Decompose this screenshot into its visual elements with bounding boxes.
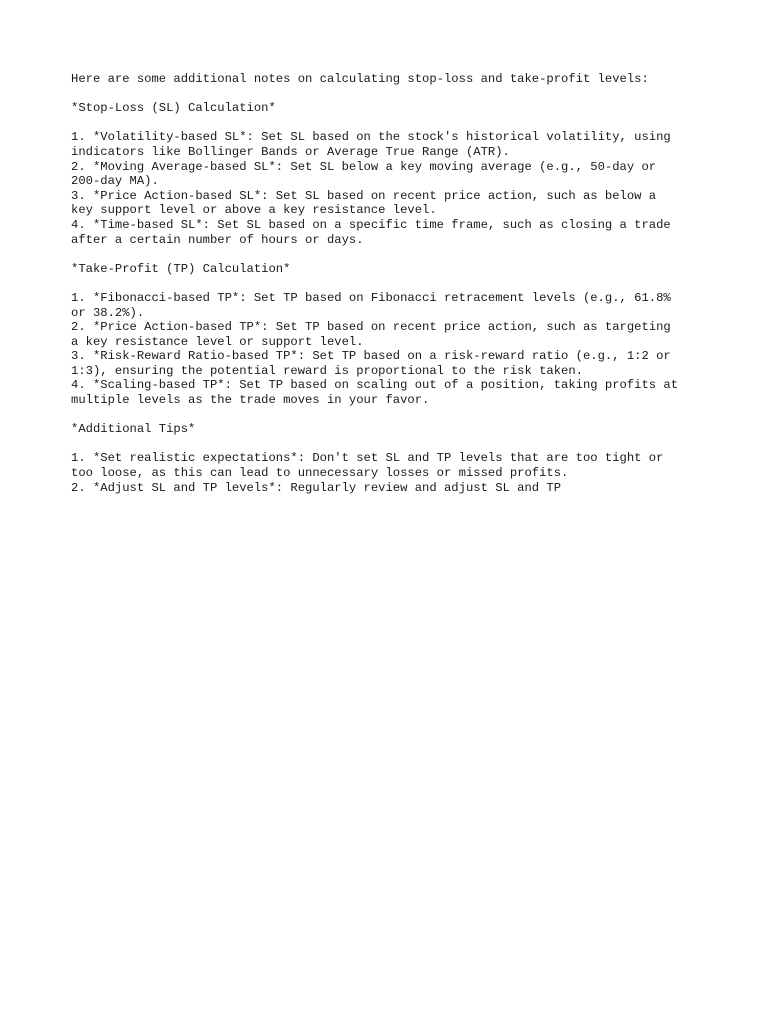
list-line: 3. *Price Action-based SL*: Set SL based on recent price action, such as below a <box>71 188 657 203</box>
spacer <box>71 116 731 131</box>
spacer <box>71 276 731 291</box>
list-line: 3. *Risk-Reward Ratio-based TP*: Set TP based on a risk-reward ratio (e.g., 1:2 or <box>71 349 671 364</box>
section-additional-tips <box>71 422 731 495</box>
spacer <box>71 247 731 262</box>
spacer <box>71 87 731 102</box>
spacer <box>71 437 731 452</box>
list-line: 1. *Fibonacci-based TP*: Set TP based on Fibonacci retracement levels (e.g., 61.8% <box>71 290 671 305</box>
list-line: key support level or above a key resistance level. <box>71 203 437 218</box>
intro-text: Here are some additional notes on calculating stop-loss and take-profit levels: <box>71 72 649 86</box>
list-line: 2. *Adjust SL and TP levels*: Regularly review and adjust SL and TP <box>71 480 562 495</box>
list-line: after a certain number of hours or days. <box>71 232 364 247</box>
list-line: or 38.2%). <box>71 305 145 320</box>
list-line: 2. *Price Action-based TP*: Set TP based on recent price action, such as targeting <box>71 320 671 335</box>
list-line: too loose, as this can lead to unnecessary losses or missed profits. <box>71 466 569 481</box>
list-line: 4. *Scaling-based TP*: Set TP based on scaling out of a position, taking profits at <box>71 378 679 393</box>
list-line: a key resistance level or support level. <box>71 334 364 349</box>
section-take-profit <box>71 262 731 408</box>
document-body <box>71 72 731 495</box>
list-line: indicators like Bollinger Bands or Average True Range (ATR). <box>71 144 510 159</box>
section-heading: *Stop-Loss (SL) Calculation* <box>71 101 276 116</box>
section-stop-loss <box>71 101 731 247</box>
section-heading: *Additional Tips* <box>71 422 196 437</box>
list-line: 1:3), ensuring the potential reward is proportional to the risk taken. <box>71 363 583 378</box>
list-line: 2. *Moving Average-based SL*: Set SL below a key moving average (e.g., 50-day or <box>71 159 657 174</box>
spacer <box>71 408 731 423</box>
section-heading: *Take-Profit (TP) Calculation* <box>71 261 291 276</box>
list-line: 1. *Set realistic expectations*: Don't set SL and TP levels that are too tight or <box>71 451 664 466</box>
list-line: multiple levels as the trade moves in your favor. <box>71 393 430 408</box>
list-line: 1. *Volatility-based SL*: Set SL based on the stock's historical volatility, using <box>71 130 671 145</box>
list-line: 4. *Time-based SL*: Set SL based on a specific time frame, such as closing a trade <box>71 217 671 232</box>
list-line: 200-day MA). <box>71 174 159 189</box>
